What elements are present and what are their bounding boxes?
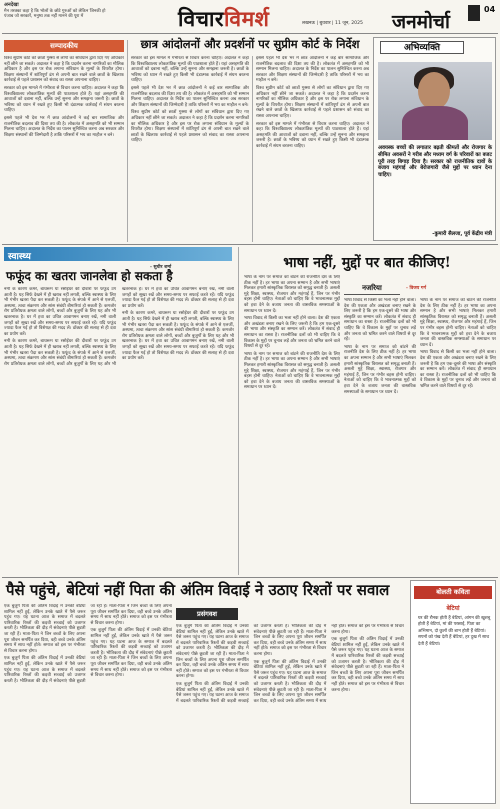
health-paragraph: नमी के कारण कमरे, बाथरूम या रसोईघर की दीवारों पर फफूंद उग आती है। यह सिर्फ देखने में ही खराब नहीं लगती, बल्कि स्वास्थ्य के लिए भी गंभीर खतरा पैदा कर सकती है। फफूंद के संपर्क में आने से एलर्जी, अस्थमा, त्वचा संक्रमण और सांस संबंधी बीमारियां हो सकती हैं। कमजोर रोग प्रतिरोधक क्षमता वाले लोगों, बच्चों और बुजुर्गों के लिए यह और भी खतरनाक है। घर में हवा का उचित आवागमन बनाए रखें, नमी वाली जगहों को सूखा रखें और समय-समय पर सफाई करते रहें। यदि फफूंद ज्यादा फैल गई हो तो विशेषज्ञ की मदद लें। डॉक्टर की सलाह से ही दवा का प्रयोग करें। bbox=[4, 287, 234, 367]
bottom-paragraph: एक बुजुर्ग पिता की अंतिम विदाई में उनकी बेटियां शामिल नहीं हुईं, लेकिन उनके खाते में पैसे जरूर पहुंच गए। यह घटना आज के समाज में बदलते पारिवारिक रिश्तों की कड़वी सच्चाई को उजागर करती है। भौतिकता की दौड़ में संवेदनाएं पीछे छूटती जा रही हैं। माता-पिता ने जिन बच्चों के लिए अपना पूरा जीवन समर्पित कर दिया, वही बच्चे उनके अंतिम समय में साथ नहीं होते। समाज को इस पर गंभीरता से विचार करना होगा। bbox=[4, 604, 86, 654]
page-number: 04 bbox=[484, 5, 496, 14]
editorial-paragraph: सरकार को इस मामले में गंभीरता से विचार करना चाहिए। अदालत ने कहा कि विश्वविद्यालय लोकतांत्रिक मूल्यों की पाठशाला होते हैं। यहां असहमति की आवाजों को दबाना नहीं, बल्कि उन्हें सुनना और समझना जरूरी है। छात्रों के भविष्य को ध्यान में रखते हुए किसी भी दंडात्मक कार्रवाई में संयम बरतना चाहिए। bbox=[256, 121, 369, 149]
bottom-paragraph: एक बुजुर्ग पिता की अंतिम विदाई में उनकी बेटियां शामिल नहीं हुईं, लेकिन उनके खाते में पैसे जरूर पहुंच गए। यह घटना आज के समाज में बदलते पारिवारिक रिश्तों की कड़वी सच्चाई को उजागर करती है। भौतिकता की दौड़ में संवेदनाएं पीछे छूटती जा रही हैं। माता-पिता ने जिन बच्चों के लिए अपना पूरा जीवन समर्पित कर दिया, वही बच्चे उनके अंतिम समय में साथ नहीं होते। समाज को इस पर गंभीरता से विचार करना होगा। bbox=[253, 624, 404, 704]
poem-box bbox=[410, 580, 496, 804]
editorial-paragraph: इससे पहले भी देश भर में छात्र आंदोलनों ने कई बार सामाजिक और राजनीतिक बदलाव की दिशा तय की है। लोकतंत्र में असहमति को भी सम्मान मिलना चाहिए। अदालत के निर्देश का पालन सुनिश्चित करना अब सरकार और शिक्षण संस्थानों की जिम्मेदारी है ताकि परिसरों में भय का माहौल न बने। bbox=[4, 115, 124, 138]
section-divider bbox=[2, 577, 498, 578]
editorial-label: सम्पादकीय bbox=[4, 40, 124, 52]
health-byline: - सुधीर शर्मा bbox=[150, 265, 172, 270]
bottom-article-right bbox=[176, 624, 404, 804]
masthead-teaser bbox=[4, 3, 106, 19]
opinion-quote: अवयस्क बच्चों की लगातार बढ़ती कीमतों और रोजगार के सीमित अवसरों ने गरीब और मध्यम वर्ग के परिवारों का बजट पूरी तरह बिगाड़ दिया है। सरकार को राजनीतिक दावों के बजाय महंगाई और बेरोजगारी जैसे मुद्दों पर ध्यान देना चाहिए। bbox=[378, 145, 492, 179]
editorial-paragraph: सरकार को इस मामले में गंभीरता से विचार करना चाहिए। अदालत ने कहा कि विश्वविद्यालय लोकतांत्रिक मूल्यों की पाठशाला होते हैं। यहां असहमति की आवाजों को दबाना नहीं, बल्कि उन्हें सुनना और समझना जरूरी है। छात्रों के भविष्य को ध्यान में रखते हुए किसी भी दंडात्मक कार्रवाई में संयम बरतना चाहिए। bbox=[4, 85, 124, 114]
poem-title: बेटियां bbox=[446, 605, 460, 612]
issue-date: लखनऊ | बुधवार | 11 जून, 2025 bbox=[302, 21, 363, 26]
language-headline: भाषा नहीं, मुद्दों पर बात कीजिए! bbox=[283, 255, 451, 271]
nazariya-byline: - विजय गर्ग bbox=[406, 286, 427, 291]
bottom-headline: पैसे पहुंचे, बेटियां नहीं पिता की अंतिम विदाई ने उठाए रिश्तों पर सवाल bbox=[6, 581, 390, 599]
teaser-label: अनदेखा bbox=[4, 2, 19, 8]
health-label: स्वास्थ्य bbox=[8, 252, 31, 262]
language-paragraph: भाषा के नाम पर समाज को बांटने की राजनीति देश के लिए ठीक नहीं है। हर भाषा का अपना सम्मान है और सभी भाषाएं मिलकर हमारी सांस्कृतिक विरासत को समृद्ध बनाती हैं। असली मुद्दे शिक्षा, स्वास्थ्य, रोजगार और महंगाई हैं, जिन पर गंभीर बहस होनी चाहिए। नेताओं को चाहिए कि वे भावनात्मक मुद्दों को हवा देने के बजाय जनता की वास्तविक समस्याओं के समाधान पर ध्यान दें। bbox=[344, 344, 416, 395]
column-divider bbox=[238, 247, 239, 575]
opinion-label: अभिव्यक्ति bbox=[380, 41, 464, 54]
teaser-text: मैन तरक्का कहा है कि भोलों के छोटे गुरुओं को लेकिन जिनकी हो पंजाब जो सरकारें, मनुष्य तक नहीं मानने की पूरा में bbox=[4, 9, 106, 19]
poem-text: घर की रौनक होती हैं बेटियां, आंगन की खुशबू होती हैं बेटियां, मां की परछाईं, पिता का अभिमान, दो कुलों की शान होती हैं बेटियां। सपनों को पंख देती हैं बेटियां, हर दुख में साथ देती हैं बेटियां। bbox=[418, 616, 491, 647]
section-divider bbox=[2, 244, 498, 245]
language-column-3 bbox=[420, 298, 496, 575]
bottom-paragraph: एक बुजुर्ग पिता की अंतिम विदाई में उनकी बेटियां शामिल नहीं हुईं, लेकिन उनके खाते में पैसे जरूर पहुंच गए। यह घटना आज के समाज में बदलते पारिवारिक रिश्तों की कड़वी सच्चाई को उजागर करती है। भौतिकता की दौड़ में संवेदनाएं पीछे छूटती जा रही हैं। माता-पिता ने जिन बच्चों के लिए अपना पूरा जीवन समर्पित कर दिया, वही बच्चे उनके अंतिम समय में साथ नहीं होते। समाज को इस पर गंभीरता से विचार करना होगा। bbox=[90, 628, 172, 679]
newspaper-brand: जनमोर्चा bbox=[392, 11, 450, 33]
section-title bbox=[178, 5, 269, 33]
health-paragraph: नमी के कारण कमरे, बाथरूम या रसोईघर की दीवारों पर फफूंद उग आती है। यह सिर्फ देखने में ही खराब नहीं लगती, बल्कि स्वास्थ्य के लिए भी गंभीर खतरा पैदा कर सकती है। फफूंद के संपर्क में आने से एलर्जी, अस्थमा, त्वचा संक्रमण और सांस संबंधी बीमारियां हो सकती हैं। कमजोर रोग प्रतिरोधक क्षमता वाले लोगों, बच्चों और बुजुर्गों के लिए यह और भी खतरनाक है। घर में हवा का उचित आवागमन बनाए रखें, नमी वाली जगहों को सूखा रखें और समय-समय पर सफाई करते रहें। यदि फफूंद ज्यादा फैल गई हो तो विशेषज्ञ की मदद लें। डॉक्टर की सलाह से ही दवा का प्रयोग करें। bbox=[4, 287, 116, 337]
editorial-paragraph: विश्व सुप्रीम कोर्ट को छात्रों गुस्सा से लोगों का संविधान द्वारा दिए गए अधिकार नहीं छीने जा सकते। अदालत ने कहा है कि प्रदर्शन करना नागरिकों का मौलिक अधिकार है और इस पर रोक लगाना संविधान के मूल्यों के विपरीत होगा। शिक्षण संस्थानों में शांतिपूर्ण ढंग से अपनी बात रखने वाले छात्रों के खिलाफ कार्रवाई से पहले प्रशासन को संवाद का रास्ता अपनाना चाहिए। bbox=[4, 56, 124, 84]
editorial-paragraph: विश्व सुप्रीम कोर्ट को छात्रों गुस्सा से लोगों का संविधान द्वारा दिए गए अधिकार नहीं छीने जा सकते। अदालत ने कहा है कि प्रदर्शन करना नागरिकों का मौलिक अधिकार है और इस पर रोक लगाना संविधान के मूल्यों के विपरीत होगा। शिक्षण संस्थानों में शांतिपूर्ण ढंग से अपनी बात रखने वाले छात्रों के खिलाफ कार्रवाई से पहले प्रशासन को संवाद का रास्ता अपनाना चाहिए। bbox=[256, 85, 369, 119]
bottom-paragraph: एक बुजुर्ग पिता की अंतिम विदाई में उनकी बेटियां शामिल नहीं हुईं, लेकिन उनके खाते में पैसे जरूर पहुंच गए। यह घटना आज के समाज में बदलते पारिवारिक रिश्तों की कड़वी सच्चाई को उजागर करती है। भौतिकता की दौड़ में संवेदनाएं पीछे छूटती जा रही हैं। माता-पिता ने जिन बच्चों के लिए अपना पूरा जीवन समर्पित कर दिया, वही बच्चे उनके अंतिम समय में साथ नहीं होते। समाज को इस पर गंभीरता से विचार करना होगा। bbox=[331, 637, 404, 693]
section-title-part2: विमर्श bbox=[223, 6, 270, 31]
editorial-paragraph: सरकार को इस मामले में गंभीरता से विचार करना चाहिए। अदालत ने कहा कि विश्वविद्यालय लोकतांत्रिक मूल्यों की पाठशाला होते हैं। यहां असहमति की आवाजों को दबाना नहीं, बल्कि उन्हें सुनना और समझना जरूरी है। छात्रों के भविष्य को ध्यान में रखते हुए किसी भी दंडात्मक कार्रवाई में संयम बरतना चाहिए। bbox=[131, 56, 249, 84]
opinion-author: -कुमारी सैलजा, पूर्व केंद्रीय मंत्री bbox=[432, 231, 492, 237]
editorial-paragraph: इससे पहले भी देश भर में छात्र आंदोलनों ने कई बार सामाजिक और राजनीतिक बदलाव की दिशा तय की है। लोकतंत्र में असहमति को भी सम्मान मिलना चाहिए। अदालत के निर्देश का पालन सुनिश्चित करना अब सरकार और शिक्षण संस्थानों की जिम्मेदारी है ताकि परिसरों में भय का माहौल न बने। bbox=[131, 85, 249, 108]
brand-logo-icon bbox=[468, 5, 480, 21]
section-title-part1: विचार bbox=[178, 6, 224, 31]
language-paragraph: भाषा विवाद से किसी का भला नहीं होने वाला। देश की एकता और अखंडता बनाए रखने के लिए जरूरी है कि हम एक-दूसरे की भाषा और संस्कृति का सम्मान करें। लोकतंत्र में संवाद ही समाधान का रास्ता है। राजनीतिक दलों को भी चाहिए कि वे विकास के मुद्दों पर चुनाव लड़ें और जनता को भ्रमित करने वाले विषयों से दूर रहें। bbox=[244, 316, 340, 350]
column-divider bbox=[127, 40, 128, 242]
editorial-headline: छात्र आंदोलनों और प्रदर्शनों पर सुप्रीम कोर्ट के निर्देश bbox=[140, 37, 360, 51]
language-paragraph: भाषा विवाद से किसी का भला नहीं होने वाला। देश की एकता और अखंडता बनाए रखने के लिए जरूरी है कि हम एक-दूसरे की भाषा और संस्कृति का सम्मान करें। लोकतंत्र में संवाद ही समाधान का रास्ता है। राजनीतिक दलों को भी चाहिए कि वे विकास के मुद्दों पर चुनाव लड़ें और जनता को भ्रमित करने वाले विषयों से दूर रहें। bbox=[420, 350, 496, 389]
nazariya-label: नजरिया bbox=[344, 283, 400, 295]
health-article bbox=[4, 287, 234, 574]
editorial-paragraph: विश्व सुप्रीम कोर्ट को छात्रों गुस्सा से लोगों का संविधान द्वारा दिए गए अधिकार नहीं छीने जा सकते। अदालत ने कहा है कि प्रदर्शन करना नागरिकों का मौलिक अधिकार है और इस पर रोक लगाना संविधान के मूल्यों के विपरीत होगा। शिक्षण संस्थानों में शांतिपूर्ण ढंग से अपनी बात रखने वाले छात्रों के खिलाफ कार्रवाई से पहले प्रशासन को संवाद का रास्ता अपनाना चाहिए। bbox=[131, 110, 249, 144]
author-photo bbox=[378, 62, 492, 140]
bottom-paragraph: एक बुजुर्ग पिता की अंतिम विदाई में उनकी बेटियां शामिल नहीं हुईं, लेकिन उनके खाते में पैसे जरूर पहुंच गए। यह घटना आज के समाज में बदलते पारिवारिक रिश्तों की कड़वी सच्चाई को उजागर करती है। भौतिकता की दौड़ में संवेदनाएं पीछे छूटती जा रही हैं। माता-पिता ने जिन बच्चों के लिए अपना पूरा जीवन समर्पित कर दिया, वही बच्चे उनके अंतिम समय में साथ नहीं होते। समाज को इस पर गंभीरता से विचार करना होगा। bbox=[176, 624, 249, 680]
language-column-1 bbox=[244, 275, 340, 575]
bottom-article-left bbox=[4, 604, 172, 804]
bottom-paragraph: एक बुजुर्ग पिता की अंतिम विदाई में उनकी बेटियां शामिल नहीं हुईं, लेकिन उनके खाते में पैसे जरूर पहुंच गए। यह घटना आज के समाज में बदलते पारिवारिक रिश्तों की कड़वी सच्चाई को उजागर करती है। भौतिकता की दौड़ में संवेदनाएं पीछे छूटती जा रही हैं। माता-पिता ने जिन बच्चों के लिए अपना पूरा जीवन समर्पित कर दिया, वही बच्चे उनके अंतिम समय में साथ नहीं होते। समाज को इस पर गंभीरता से विचार करना होगा। bbox=[176, 624, 327, 704]
editorial-column-2 bbox=[131, 56, 249, 242]
language-column-2 bbox=[344, 298, 416, 575]
bottom-paragraph: एक बुजुर्ग पिता की अंतिम विदाई में उनकी बेटियां शामिल नहीं हुईं, लेकिन उनके खाते में पैसे जरूर पहुंच गए। यह घटना आज के समाज में बदलते पारिवारिक रिश्तों की कड़वी सच्चाई को उजागर करती है। भौतिकता की दौड़ में संवेदनाएं पीछे छूटती जा रही हैं। माता-पिता ने जिन बच्चों के लिए अपना पूरा जीवन समर्पित कर दिया, वही बच्चे उनके अंतिम समय में साथ नहीं होते। समाज को इस पर गंभीरता से विचार करना होगा। bbox=[4, 604, 172, 684]
health-paragraph: नमी के कारण कमरे, बाथरूम या रसोईघर की दीवारों पर फफूंद उग आती है। यह सिर्फ देखने में ही खराब नहीं लगती, बल्कि स्वास्थ्य के लिए भी गंभीर खतरा पैदा कर सकती है। फफूंद के संपर्क में आने से एलर्जी, अस्थमा, त्वचा संक्रमण और सांस संबंधी बीमारियां हो सकती हैं। कमजोर रोग प्रतिरोधक क्षमता वाले लोगों, बच्चों और बुजुर्गों के लिए यह और भी खतरनाक है। घर में हवा का उचित आवागमन बनाए रखें, नमी वाली जगहों को सूखा रखें और समय-समय पर सफाई करते रहें। यदि फफूंद ज्यादा फैल गई हो तो विशेषज्ञ की मदद लें। डॉक्टर की सलाह से ही दवा का प्रयोग करें। bbox=[122, 311, 234, 362]
health-headline: फफूंद का खतरा जानलेवा हो सकता है bbox=[6, 269, 173, 283]
editorial-paragraph: इससे पहले भी देश भर में छात्र आंदोलनों ने कई बार सामाजिक और राजनीतिक बदलाव की दिशा तय की है। लोकतंत्र में असहमति को भी सम्मान मिलना चाहिए। अदालत के निर्देश का पालन सुनिश्चित करना अब सरकार और शिक्षण संस्थानों की जिम्मेदारी है ताकि परिसरों में भय का माहौल न बने। bbox=[256, 56, 369, 84]
prasang-label: प्रसंगवश bbox=[176, 608, 238, 620]
health-banner bbox=[4, 247, 232, 261]
masthead bbox=[2, 2, 498, 34]
editorial-column-1 bbox=[4, 56, 124, 242]
language-paragraph: भाषा के नाम पर समाज को बांटने की राजनीति देश के लिए ठीक नहीं है। हर भाषा का अपना सम्मान है और सभी भाषाएं मिलकर हमारी सांस्कृतिक विरासत को समृद्ध बनाती हैं। असली मुद्दे शिक्षा, स्वास्थ्य, रोजगार और महंगाई हैं, जिन पर गंभीर बहस होनी चाहिए। नेताओं को चाहिए कि वे भावनात्मक मुद्दों को हवा देने के बजाय जनता की वास्तविक समस्याओं के समाधान पर ध्यान दें। bbox=[420, 298, 496, 348]
poem-label: बोलती कविता bbox=[414, 586, 492, 599]
column-divider bbox=[252, 56, 253, 242]
language-paragraph: भाषा के नाम पर समाज को बांटने की राजनीति देश के लिए ठीक नहीं है। हर भाषा का अपना सम्मान है और सभी भाषाएं मिलकर हमारी सांस्कृतिक विरासत को समृद्ध बनाती हैं। असली मुद्दे शिक्षा, स्वास्थ्य, रोजगार और महंगाई हैं, जिन पर गंभीर बहस होनी चाहिए। नेताओं को चाहिए कि वे भावनात्मक मुद्दों को हवा देने के बजाय जनता की वास्तविक समस्याओं के समाधान पर ध्यान दें। bbox=[244, 275, 340, 314]
language-paragraph: भाषा विवाद से किसी का भला नहीं होने वाला। देश की एकता और अखंडता बनाए रखने के लिए जरूरी है कि हम एक-दूसरे की भाषा और संस्कृति का सम्मान करें। लोकतंत्र में संवाद ही समाधान का रास्ता है। राजनीतिक दलों को भी चाहिए कि वे विकास के मुद्दों पर चुनाव लड़ें और जनता को भ्रमित करने वाले विषयों से दूर रहें। bbox=[344, 298, 416, 343]
editorial-column-3 bbox=[256, 56, 369, 242]
language-paragraph: भाषा के नाम पर समाज को बांटने की राजनीति देश के लिए ठीक नहीं है। हर भाषा का अपना सम्मान है और सभी भाषाएं मिलकर हमारी सांस्कृतिक विरासत को समृद्ध बनाती हैं। असली मुद्दे शिक्षा, स्वास्थ्य, रोजगार और महंगाई हैं, जिन पर गंभीर बहस होनी चाहिए। नेताओं को चाहिए कि वे भावनात्मक मुद्दों को हवा देने के बजाय जनता की वास्तविक समस्याओं के समाधान पर ध्यान दें। bbox=[244, 351, 340, 391]
